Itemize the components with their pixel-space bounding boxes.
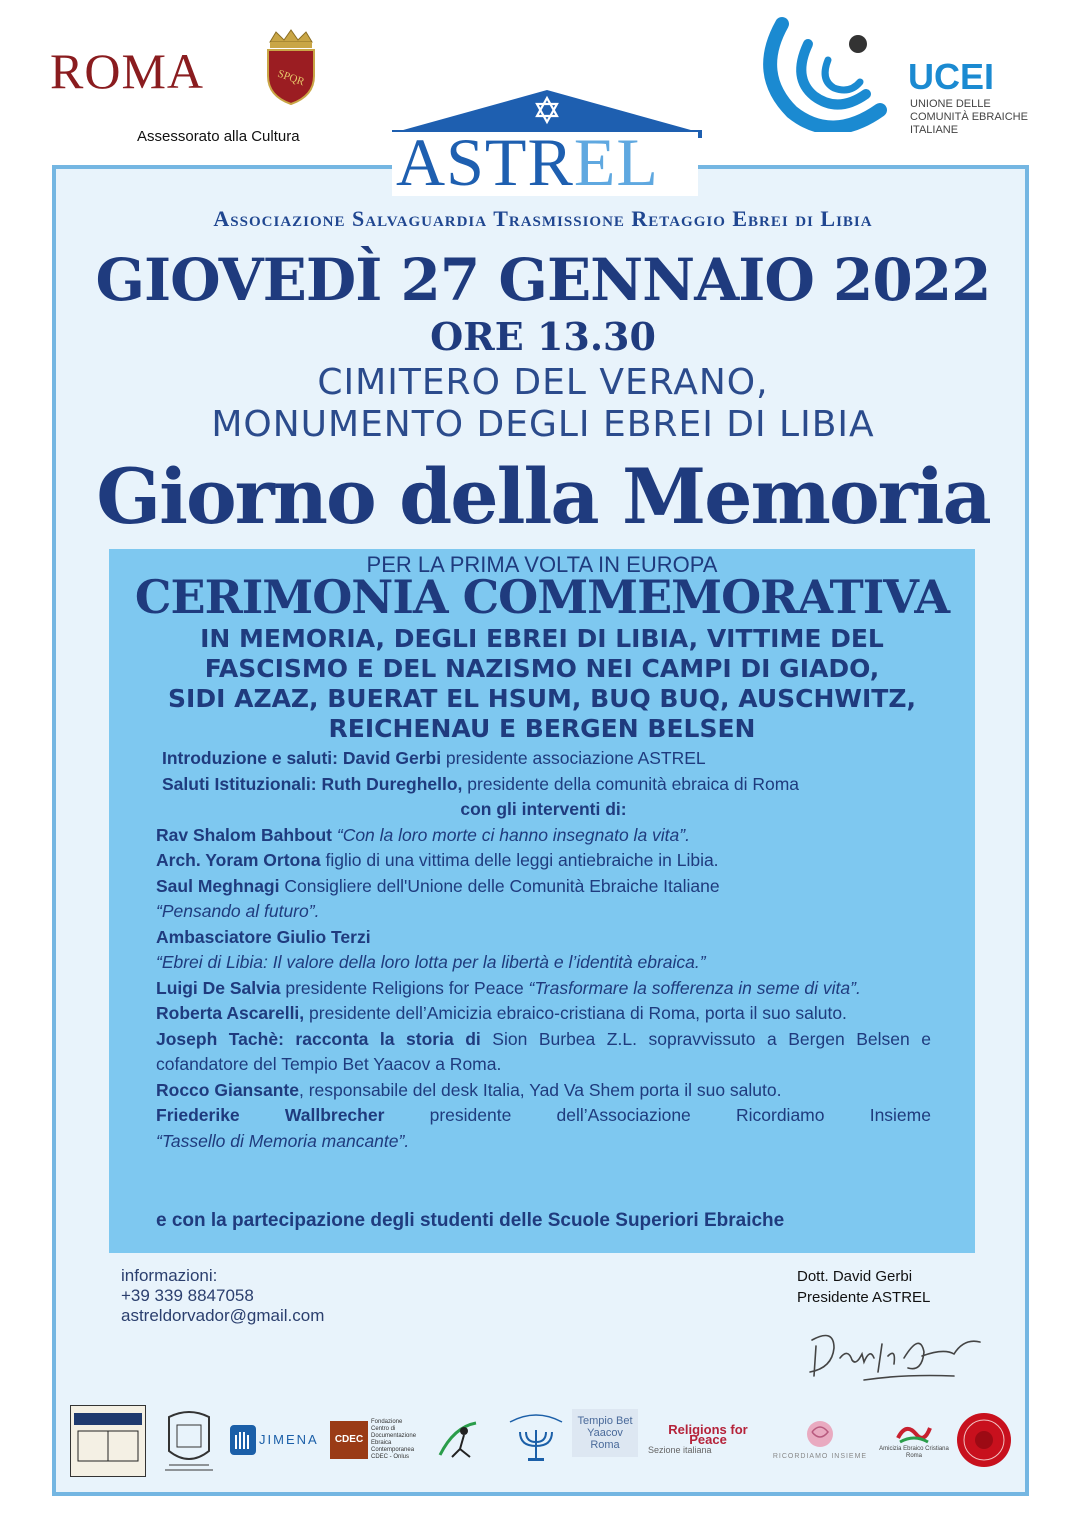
roma-crest-icon	[262, 28, 320, 106]
place-line-2: MONUMENTO DEGLI EBREI DI LIBIA	[211, 404, 875, 445]
dedication-line: IN MEMORIA, DEGLI EBREI DI LIBIA, VITTIME DEL	[200, 624, 884, 653]
beth-shmuel-logo	[70, 1405, 146, 1477]
amicizia-icon	[894, 1420, 934, 1446]
event-place	[60, 362, 1026, 446]
seal-logo	[952, 1405, 1016, 1475]
amicizia-text: Amicizia Ebraico Cristiana Roma	[879, 1446, 949, 1459]
rfp-logo	[648, 1405, 768, 1475]
event-date: GIOVEDÌ 27 GENNAIO 2022	[95, 246, 991, 314]
ucei-sub-line: COMUNITÀ EBRAICHE	[910, 111, 1028, 123]
crest-spqr: SPQR	[276, 67, 306, 89]
beth-shmuel-icon	[74, 1413, 142, 1469]
oratorio-icon	[159, 1407, 219, 1473]
red-seal-icon	[955, 1411, 1013, 1469]
speaker-wallbrecher-quote: “Tassello di Memoria mancante”.	[156, 1130, 410, 1151]
jimena-logo	[230, 1405, 320, 1475]
cdec-mark: CDEC	[330, 1421, 368, 1459]
jimena-hand-icon	[230, 1425, 256, 1455]
menorah-icon	[506, 1412, 566, 1468]
ucei-sub-line: UNIONE DELLE	[910, 98, 991, 110]
jimena-text: JIMENA	[259, 1432, 319, 1447]
sign-role: Presidente ASTREL	[797, 1289, 931, 1306]
speaker-giansante: Rocco Giansante, responsabile del desk Italia, Yad Va Shem porta il suo saluto.	[156, 1079, 782, 1100]
cdec-logo	[330, 1405, 422, 1475]
ucei-subtitle	[910, 98, 1050, 137]
dedication-line: FASCISMO E DEL NAZISMO NEI CAMPI DI GIADO,	[204, 654, 880, 683]
astrel-logo-text	[396, 124, 659, 200]
ucei-logo-icon	[762, 14, 907, 132]
ceremony-title: CERIMONIA COMMEMORATIVA	[134, 570, 950, 624]
info-phone[interactable]: +39 339 8847058	[121, 1286, 254, 1305]
speaker-ortona: Arch. Yoram Ortona figlio di una vittima delle leggi antiebraiche in Libia.	[156, 850, 719, 870]
signature-block	[797, 1266, 930, 1308]
jha-dancer-icon	[434, 1417, 486, 1463]
ceremony-dedication	[109, 624, 975, 744]
oratorio-logo	[154, 1405, 224, 1475]
ricordiamo-logo	[762, 1405, 878, 1475]
speaker-rav: Rav Shalom Bahbout “Con la loro morte ci hanno insegnato la vita”.	[156, 824, 690, 845]
closing-line: e con la partecipazione degli studenti delle Scuole Superiori Ebraiche	[156, 1210, 785, 1231]
sign-name: Dott. David Gerbi	[797, 1268, 913, 1285]
ceremony-pretitle: PER LA PRIMA VOLTA IN EUROPA	[366, 552, 718, 577]
speaker-saul: Saul Meghnagi Consigliere dell'Unione delle Comunità Ebraiche Italiane “Pensando al futuro”.	[156, 875, 720, 921]
speaker-salvia: Luigi De Salvia presidente Religions for Peace “Trasformare la sofferenza in seme di vita”.	[156, 977, 861, 998]
cdec-sub: Fondazione Centro di Documentazione Ebraica Contemporanea CDEC - Onlus	[371, 1419, 417, 1460]
roma-logo-text: ROMA	[50, 43, 205, 99]
sponsor-logos	[68, 1405, 1018, 1481]
ricordiamo-text: RICORDIAMO INSIEME	[772, 1453, 868, 1460]
jha-logo	[432, 1405, 488, 1475]
beth-elohim-logo	[498, 1405, 574, 1475]
amicizia-logo	[878, 1405, 950, 1475]
handwritten-signature	[804, 1318, 984, 1388]
ucei-logo-text: UCEI	[908, 56, 995, 97]
astrel-part-b: EL	[573, 124, 659, 200]
program-saluti: Saluti Istituzionali: Ruth Dureghello, presidente della comunità ebraica di Roma	[162, 773, 799, 794]
tempio-logo: Tempio Bet Yaacov Roma	[572, 1409, 638, 1457]
dedication-line: SIDI AZAZ, BUERAT EL HSUM, BUQ BUQ, AUSCHWITZ,	[168, 684, 916, 713]
ucei-sub-line: ITALIANE	[910, 124, 959, 136]
main-title: Giorno della Memoria	[96, 452, 990, 541]
rfp-sub: Sezione italiana	[648, 1445, 712, 1455]
rfp-text: Religions for Peace	[668, 1422, 748, 1447]
speaker-wallbrecher: Friederike Wallbrecher presidente dell’Associazione Ricordiamo Insieme	[156, 1105, 931, 1125]
program-list	[156, 746, 931, 1154]
astrel-part-a: ASTR	[396, 124, 574, 200]
program-interventi: con gli interventi di:	[460, 799, 627, 819]
rose-icon	[798, 1418, 842, 1452]
program-intro: Introduzione e saluti: David Gerbi presidente associazione ASTREL	[162, 748, 706, 768]
speaker-tache: Joseph Tachè: racconta la storia di Sion Burbea Z.L. sopravvissuto a Bergen Belsen e cofandatore del Tempio Bet Yaacov a Roma.	[156, 1028, 931, 1074]
speaker-terzi: Ambasciatore Giulio Terzi “Ebrei di Libia: Il valore della loro lotta per la libertà e l’identità ebraica.”	[156, 926, 706, 972]
event-time: ORE 13.30	[430, 314, 656, 359]
association-name: Associazione Salvaguardia Trasmissione Retaggio Ebrei di Libia	[213, 206, 873, 231]
dedication-line: REICHENAU E BERGEN BELSEN	[328, 714, 756, 743]
contact-info	[121, 1266, 324, 1326]
info-email[interactable]: astreldorvador@gmail.com	[121, 1306, 325, 1325]
place-line-1: CIMITERO DEL VERANO,	[317, 362, 769, 403]
speaker-ascarelli: Roberta Ascarelli, presidente dell’Amicizia ebraico-cristiana di Roma, porta il suo saluto.	[156, 1003, 847, 1023]
roma-subtitle: Assessorato alla Cultura	[137, 128, 300, 145]
info-label: informazioni:	[121, 1266, 218, 1285]
